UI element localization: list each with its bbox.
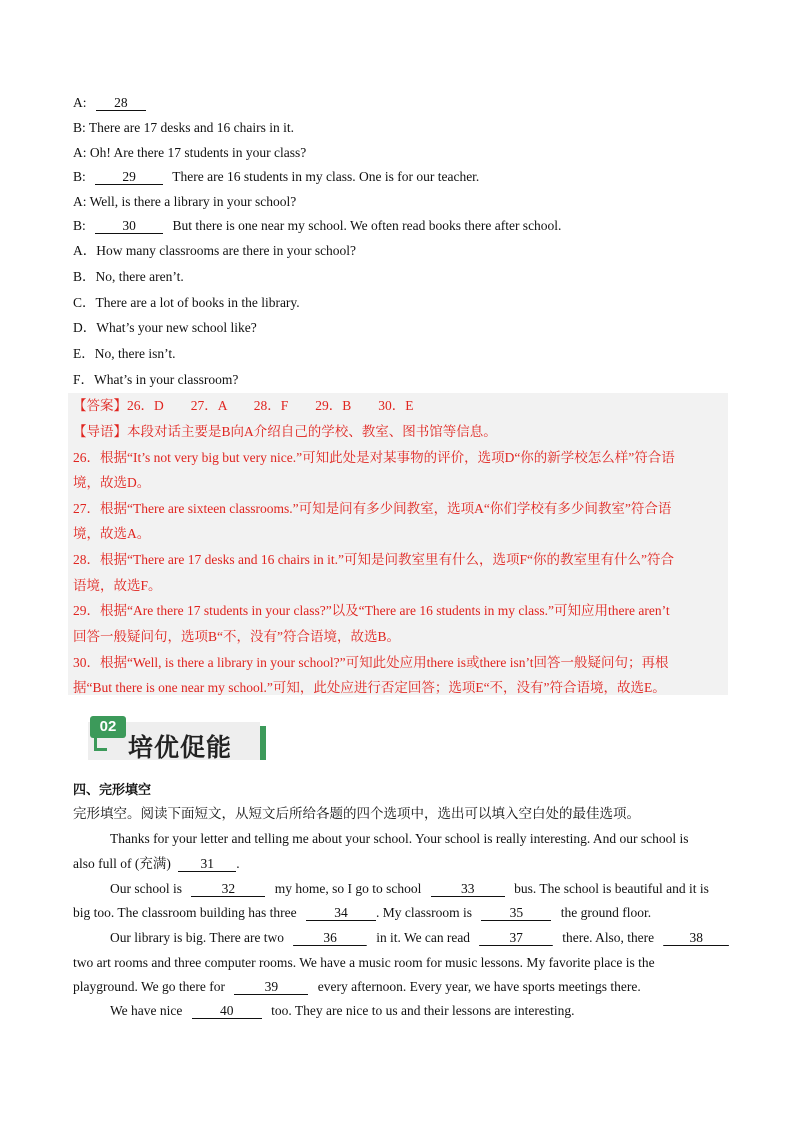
speaker: B: xyxy=(73,169,86,184)
explanation-29-line-1: 29．根据“Are there 17 students in your class?”以及“There are 16 students in my class.”可知应用there aren’t xyxy=(73,603,670,618)
dialogue-text: Well, is there a library in your school? xyxy=(89,194,297,209)
text: . My classroom is xyxy=(375,905,472,920)
section-badge xyxy=(78,714,268,762)
blank-32[interactable]: 32 xyxy=(191,882,265,897)
dialogue-line xyxy=(73,193,296,211)
option-a: A．How many classrooms are there in your school? xyxy=(73,243,357,258)
explanation-26-line-2: 境，故选D。 xyxy=(73,475,151,490)
explanation-28-line-1: 28．根据“There are 17 desks and 16 chairs in it.”可知是问教室里有什么，选项F“你的教室里有什么”符合 xyxy=(73,552,675,567)
text: there. Also, there xyxy=(562,930,655,945)
option-e: E．No, there isn’t. xyxy=(73,346,176,361)
text: Our school is xyxy=(110,881,182,896)
dialogue-text: There are 16 students in my class. One is for our teacher. xyxy=(172,169,480,184)
blank-33[interactable]: 33 xyxy=(431,882,505,897)
badge-tail-icon xyxy=(94,738,107,751)
text: too. They are nice to us and their lessons are interesting. xyxy=(271,1003,575,1018)
paragraph-4-line-1 xyxy=(110,1002,575,1020)
explanation-27-line-1: 27．根据“There are sixteen classrooms.”可知是问有多少间教室，选项A“你们学校有多少间教室”符合语 xyxy=(73,501,672,516)
option-b: B．No, there aren’t. xyxy=(73,269,184,284)
text: We have nice xyxy=(110,1003,183,1018)
dialogue-text: Oh! Are there 17 students in your class? xyxy=(89,145,307,160)
dialogue-line-29 xyxy=(73,168,479,186)
text: Our library is big. There are two xyxy=(110,930,284,945)
option-f: F．What’s in your classroom? xyxy=(73,372,239,387)
explanation-28-line-2: 语境，故选F。 xyxy=(73,578,162,593)
text: big too. The classroom building has three xyxy=(73,905,297,920)
explanation-27-line-2: 境，故选A。 xyxy=(73,526,151,541)
blank-36[interactable]: 36 xyxy=(293,931,367,946)
speaker: A: xyxy=(73,95,87,110)
explanation-26-line-1: 26．根据“It’s not very big but very nice.”可知此处是对某事物的评价，选项D“你的新学校怎么样”符合语 xyxy=(73,450,675,465)
paragraph-1-line-2: also full of (充满) 31 . xyxy=(73,856,240,871)
text: also full of (充满) xyxy=(73,856,171,871)
explanation-29-line-2: 回答一般疑问句，选项B“不，没有”符合语境，故选B。 xyxy=(73,629,400,644)
blank-40[interactable]: 40 xyxy=(192,1004,262,1019)
badge-number: 02 xyxy=(90,716,126,738)
explanation-30-line-1: 30．根据“Well, is there a library in your school?”可知此处应用there is或there isn’t回答一般疑问句；再根 xyxy=(73,655,669,670)
answer-line: 【答案】26．D 27．A 28．F 29．B 30．E xyxy=(73,398,414,413)
paragraph-3-line-3 xyxy=(73,978,641,996)
dialogue-line-30 xyxy=(73,217,561,235)
blank-34[interactable]: 34 xyxy=(306,906,376,921)
text: my home, so I go to school xyxy=(274,881,422,896)
text: the ground floor. xyxy=(560,905,652,920)
speaker: A: xyxy=(73,145,87,160)
blank-38[interactable]: 38 xyxy=(663,931,729,946)
dialogue-text: But there is one near my school. We often read books there after school. xyxy=(172,218,562,233)
text: every afternoon. Every year, we have sports meetings there. xyxy=(317,979,641,994)
blank-28[interactable]: 28 xyxy=(96,96,146,111)
speaker: B: xyxy=(73,218,86,233)
dialogue-line xyxy=(73,144,306,162)
dialogue-text: There are 17 desks and 16 chairs in it. xyxy=(88,120,294,135)
cloze-instruction: 完形填空。阅读下面短文，从短文后所给各题的四个选项中，选出可以填入空白处的最佳选项。 xyxy=(73,806,640,821)
blank-29[interactable]: 29 xyxy=(95,170,163,185)
explanation-30-line-2: 据“But there is one near my school.”可知，此处应进行否定回答；选项E“不，没有”符合语境，故选E。 xyxy=(73,680,666,695)
speaker: B: xyxy=(73,120,86,135)
blank-37[interactable]: 37 xyxy=(479,931,553,946)
blank-39[interactable]: 39 xyxy=(234,980,308,995)
dialogue-line xyxy=(73,119,294,137)
dialogue-line-28 xyxy=(73,94,146,112)
text: playground. We go there for xyxy=(73,979,225,994)
badge-title: 培优促能 xyxy=(128,733,233,762)
text: in it. We can read xyxy=(376,930,471,945)
blank-31[interactable]: 31 xyxy=(178,857,236,872)
badge-stripe xyxy=(260,726,266,760)
speaker: A: xyxy=(73,194,87,209)
option-d: D．What’s your new school like? xyxy=(73,320,257,335)
paragraph-1-line-1: Thanks for your letter and telling me about your school. Your school is really interesting. And our school is xyxy=(110,831,689,846)
option-c: C．There are a lot of books in the library. xyxy=(73,295,300,310)
text: bus. The school is beautiful and it is xyxy=(514,881,709,896)
blank-35[interactable]: 35 xyxy=(481,906,551,921)
paragraph-3-line-2: two art rooms and three computer rooms. We have a music room for music lessons. My favorite place is the xyxy=(73,955,655,970)
paragraph-2-line-1 xyxy=(110,880,709,898)
guide-line: 【导语】本段对话主要是B向A介绍自己的学校、教室、图书馆等信息。 xyxy=(73,424,497,439)
blank-30[interactable]: 30 xyxy=(95,219,163,234)
cloze-heading: 四、完形填空 xyxy=(73,783,152,798)
paragraph-2-line-2 xyxy=(73,904,651,922)
paragraph-3-line-1 xyxy=(110,929,729,947)
